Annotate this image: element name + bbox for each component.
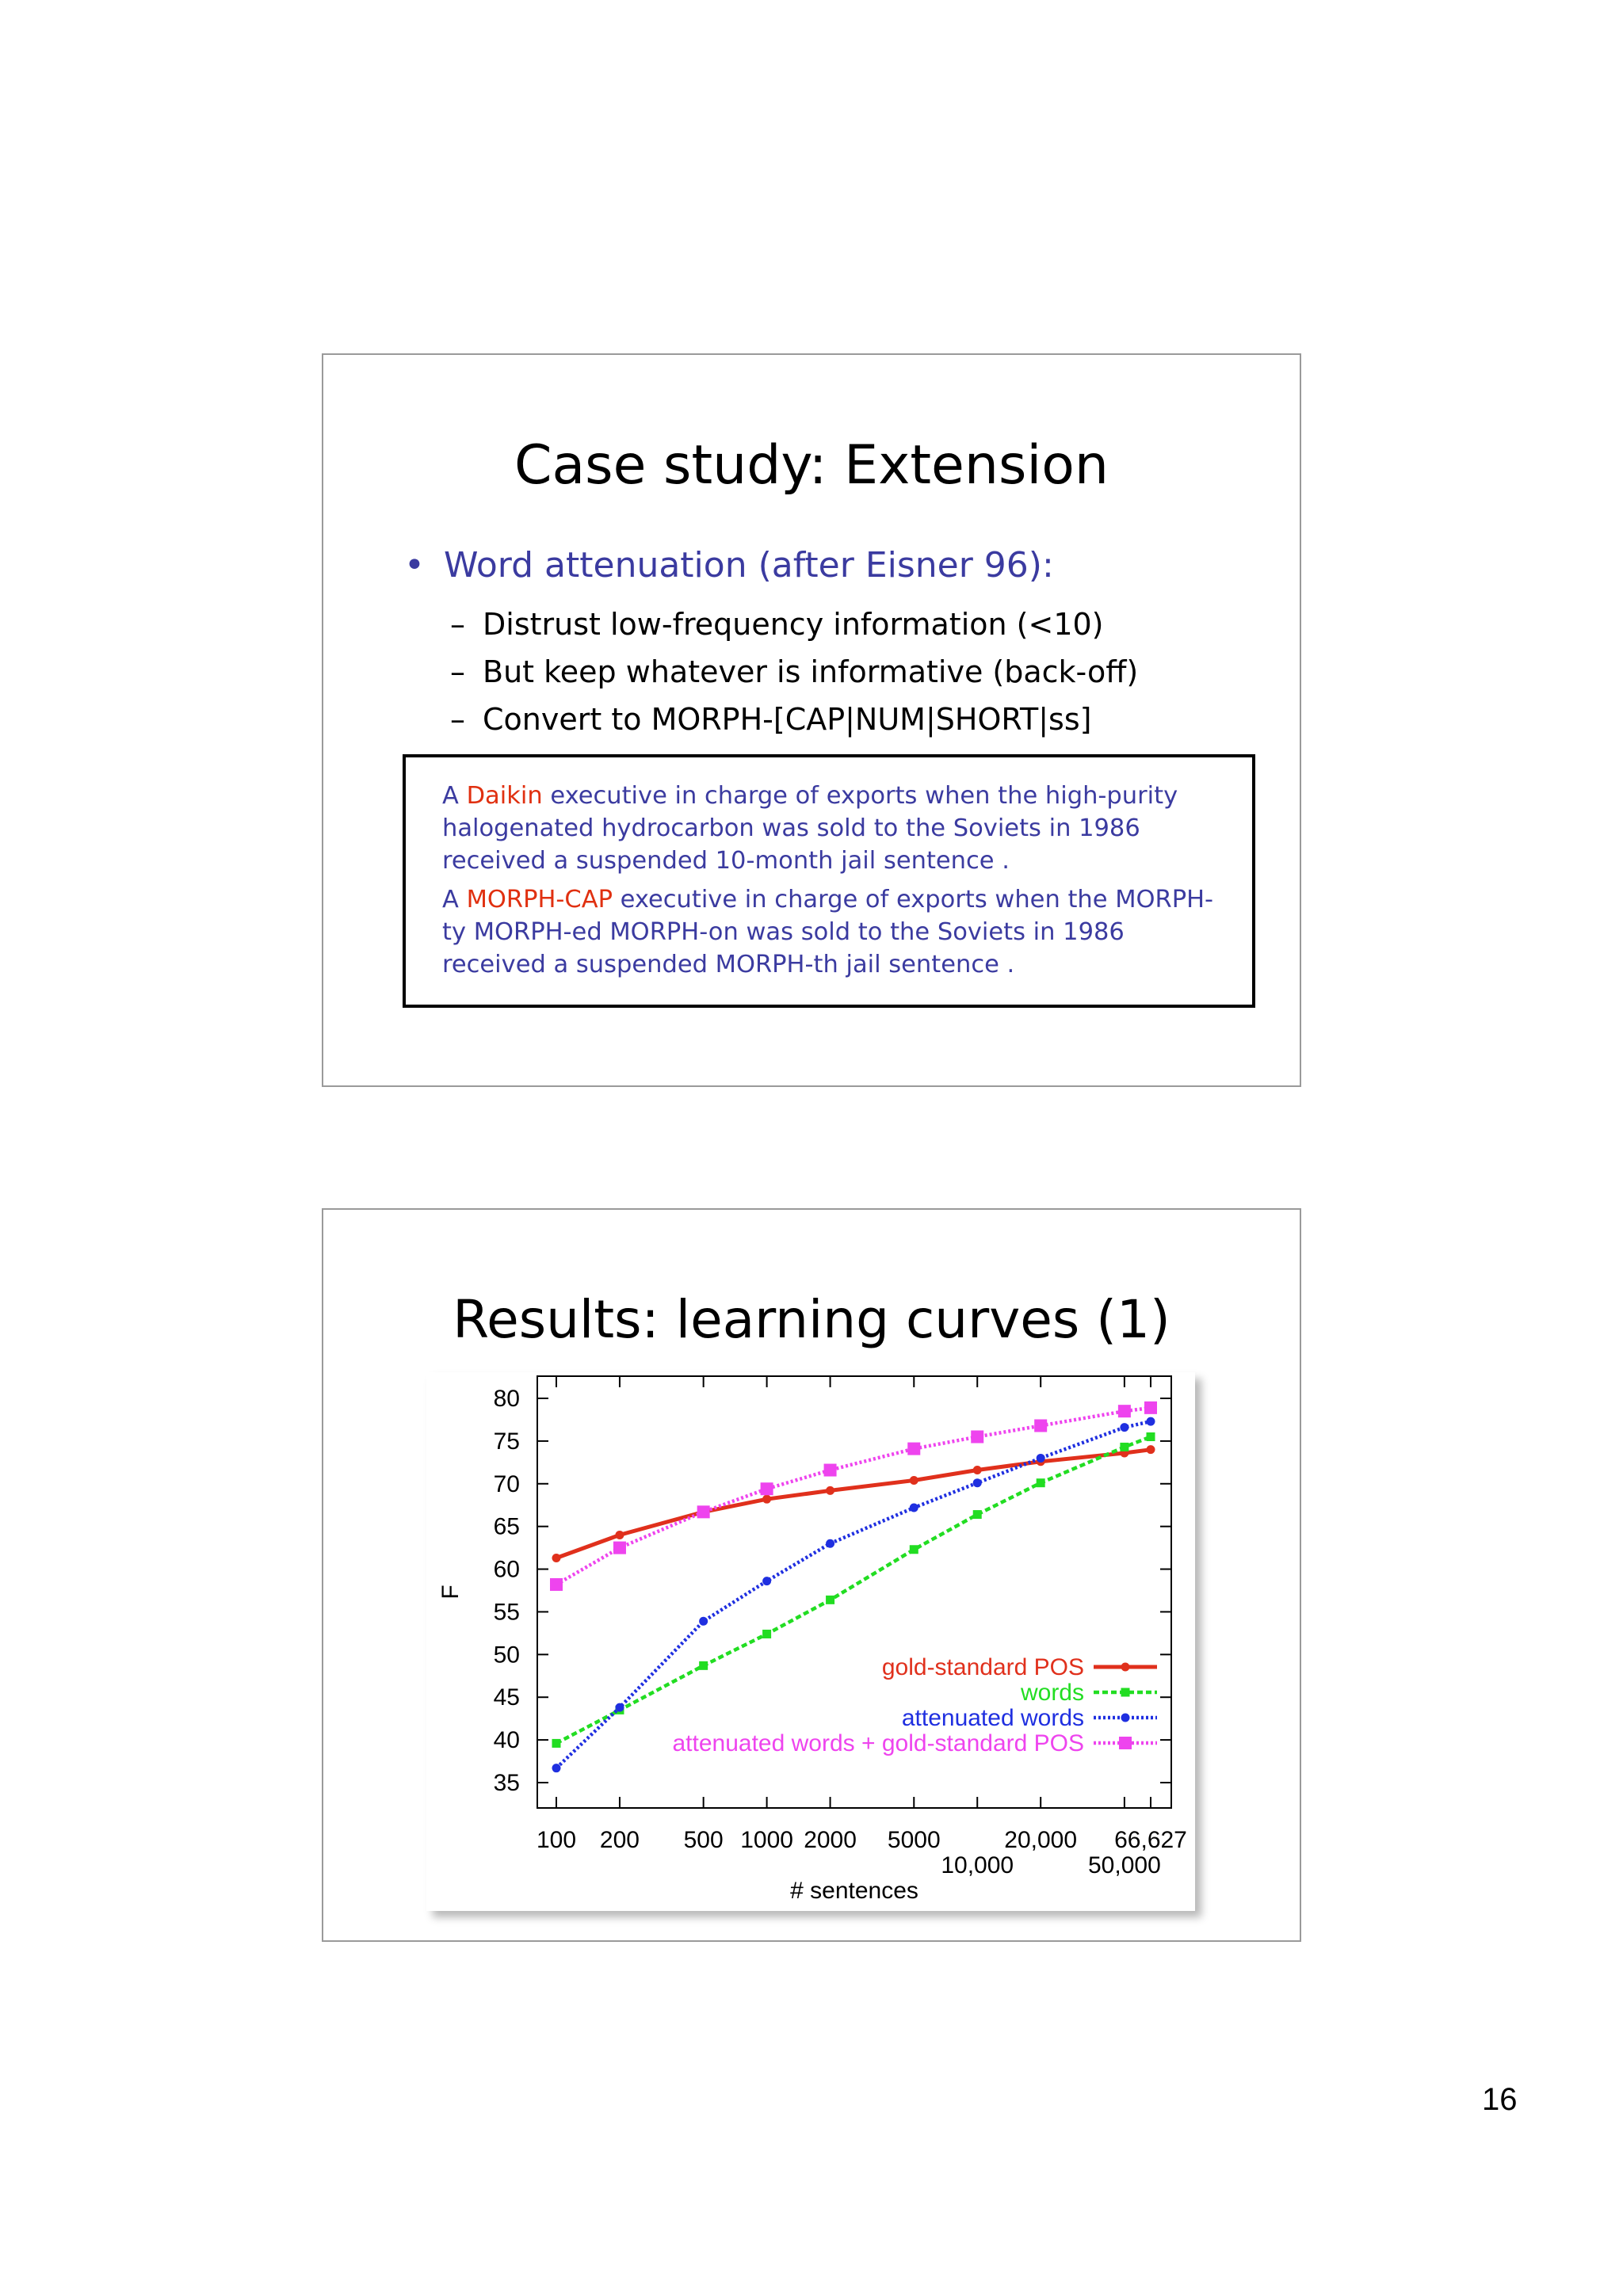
example-text: executive in charge of exports when the high-purity halogenated hydrocarbon was sold to the Soviets in 1986 received a suspended 10-month jail sentence .	[442, 782, 1178, 875]
data-point	[1037, 1478, 1045, 1487]
data-point	[1120, 1443, 1128, 1451]
series-line	[556, 1408, 1151, 1585]
data-point	[824, 1464, 837, 1477]
data-point	[762, 1577, 771, 1585]
legend-label: gold-standard POS	[881, 1654, 1084, 1680]
data-point	[761, 1482, 773, 1495]
x-tick-label: 50,000	[1088, 1852, 1161, 1878]
data-point	[1120, 1423, 1128, 1432]
data-point	[552, 1554, 561, 1562]
example-box	[403, 754, 1255, 1008]
y-axis-label: F	[437, 1585, 464, 1600]
example-text: executive in charge of exports when the MORPH-ty MORPH-ed MORPH-on was sold to the Soviets in 1986 received a suspended MORPH-th jail sentence .	[442, 886, 1214, 978]
y-tick-label: 45	[493, 1684, 520, 1711]
data-point	[1147, 1432, 1155, 1441]
data-point	[826, 1596, 834, 1604]
data-point	[699, 1661, 708, 1670]
dash-marker: –	[450, 654, 465, 689]
x-tick-label: 66,627	[1114, 1827, 1187, 1853]
y-tick-label: 50	[493, 1642, 520, 1669]
data-point	[1037, 1454, 1045, 1463]
sub-bullet-text: Distrust low-frequency information (<10)	[483, 607, 1104, 642]
sub-bullet-list	[450, 601, 1138, 743]
highlight-word: Daikin	[466, 782, 543, 810]
y-tick-label: 40	[493, 1727, 520, 1754]
data-point	[552, 1764, 561, 1772]
slide-title: Case study: Extension	[514, 434, 1109, 497]
example-attenuated	[442, 883, 1216, 981]
legend-marker	[1119, 1737, 1132, 1749]
x-tick-label: 5000	[887, 1827, 941, 1853]
x-tick-label: 1000	[740, 1827, 793, 1853]
x-tick-label: 100	[536, 1827, 577, 1853]
data-point	[1147, 1445, 1155, 1454]
data-point	[1147, 1417, 1155, 1426]
y-tick-label: 35	[493, 1770, 520, 1796]
legend-marker	[1121, 1688, 1130, 1697]
slide-results	[322, 1208, 1301, 1942]
data-point	[910, 1503, 918, 1512]
dash-marker: –	[450, 702, 465, 737]
data-point	[973, 1466, 982, 1474]
data-point	[910, 1545, 918, 1554]
data-point	[910, 1476, 918, 1485]
y-tick-label: 75	[493, 1428, 520, 1455]
data-point	[615, 1703, 624, 1712]
data-point	[550, 1578, 563, 1591]
slide-title: Results: learning curves (1)	[453, 1289, 1170, 1350]
y-tick-label: 55	[493, 1599, 520, 1626]
data-point	[826, 1539, 834, 1548]
data-point	[971, 1431, 983, 1444]
slide-case-study	[322, 353, 1301, 1087]
data-point	[973, 1478, 982, 1487]
legend-label: attenuated words	[901, 1705, 1084, 1731]
data-point	[615, 1531, 624, 1539]
x-tick-label: 2000	[804, 1827, 857, 1853]
legend-marker	[1121, 1714, 1130, 1722]
bullet-marker: •	[404, 545, 425, 585]
legend-label: attenuated words + gold-standard POS	[672, 1730, 1084, 1756]
data-point	[762, 1495, 771, 1504]
sub-bullet-item	[450, 696, 1138, 743]
x-axis-label: # sentences	[790, 1878, 918, 1904]
x-tick-label: 200	[599, 1827, 640, 1853]
data-point	[762, 1630, 771, 1638]
data-point	[826, 1486, 834, 1495]
data-point	[699, 1617, 708, 1626]
page-number: 16	[1482, 2082, 1518, 2117]
chart-svg	[426, 1372, 1195, 1911]
y-tick-label: 70	[493, 1470, 520, 1497]
data-point	[1118, 1405, 1131, 1417]
sub-bullet-item	[450, 601, 1138, 648]
dash-marker: –	[450, 607, 465, 642]
data-point	[552, 1739, 561, 1748]
x-tick-label: 500	[683, 1827, 724, 1853]
data-point	[1034, 1419, 1047, 1432]
y-tick-label: 65	[493, 1513, 520, 1540]
sub-bullet-text: But keep whatever is informative (back-off)	[483, 654, 1139, 689]
highlight-word: MORPH-CAP	[466, 886, 613, 913]
data-point	[973, 1510, 982, 1519]
example-text: A	[442, 886, 467, 913]
series-line	[556, 1450, 1151, 1558]
y-tick-label: 60	[493, 1556, 520, 1583]
x-tick-label: 20,000	[1004, 1827, 1078, 1853]
x-tick-label: 10,000	[941, 1852, 1014, 1878]
legend-label: words	[1020, 1680, 1084, 1706]
example-original	[442, 780, 1216, 877]
sub-bullet-text: Convert to MORPH-[CAP|NUM|SHORT|ss]	[483, 702, 1092, 737]
data-point	[907, 1443, 920, 1455]
data-point	[697, 1505, 710, 1518]
bullet-text: Word attenuation (after Eisner 96):	[443, 545, 1054, 585]
data-point	[1144, 1402, 1157, 1414]
example-text: A	[442, 782, 467, 810]
learning-curve-chart	[426, 1372, 1195, 1911]
bullet-word-attenuation	[404, 545, 1054, 585]
data-point	[613, 1542, 626, 1554]
sub-bullet-item	[450, 648, 1138, 696]
legend-marker	[1121, 1663, 1130, 1672]
y-tick-label: 80	[493, 1386, 520, 1412]
